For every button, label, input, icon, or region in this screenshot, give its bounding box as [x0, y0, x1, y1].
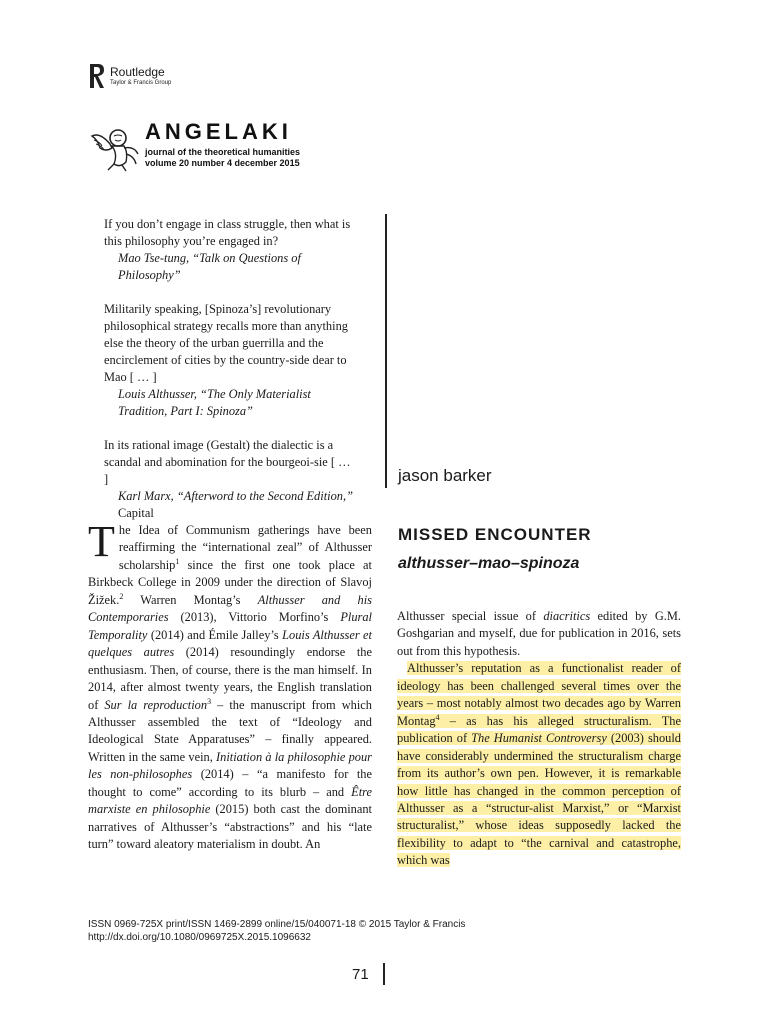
epigraph [104, 437, 356, 522]
book-title: Plural Temporality [88, 610, 372, 642]
drop-cap: T [88, 517, 115, 566]
author-name: jason barker [398, 466, 492, 485]
footnote-ref[interactable]: 4 [435, 712, 440, 722]
body-text: Warren Montag’s [123, 592, 258, 607]
epigraph-source-book: Capital [118, 506, 154, 520]
publisher-group: Taylor & Francis Group [110, 80, 172, 86]
book-title: Louis Althusser et quelques autres [88, 627, 372, 660]
body-text: edited by G.M. Goshgarian and myself, due for publication in 2016, sets out from this hypothesis. [397, 609, 681, 658]
body-text: (2003) should have considerably undermined the structuralism charge from its author’s own pen. However, it is remarkable how little has changed in the common perception of Althusser as a “structur-alist Marxist,” or “Marxist structuralist,” whose ideas supposedly lacked the flexibility to adapt to “the carnival and catastrophe, which was [397, 731, 681, 868]
publisher-name: Routledge [110, 65, 165, 79]
epigraph-source: Louis Althusser, “The Only Materialist Tradition, Part I: Spinoza” [118, 387, 311, 418]
journal-subtitle: journal of the theoretical humanities [145, 147, 301, 157]
highlighted-text[interactable] [397, 661, 681, 867]
publisher-logo [88, 63, 208, 89]
epigraph-source: Mao Tse-tung, “Talk on Questions of Philosophy” [118, 251, 301, 282]
angel-emblem-icon [88, 118, 144, 174]
highlighted-paragraph [397, 660, 681, 869]
body-text: since the first one took place at Birkbeck College in 2009 under the direction of Slavoj Žižek. [88, 557, 372, 607]
body-text: (2015) both cast the dominant narratives of Althusser’s “abstractions” and his “late turn” toward aleatory materialism in doubt. An [88, 802, 372, 852]
body-text: Althusser special issue of [397, 609, 544, 623]
epigraph-source [104, 488, 356, 522]
paragraph [397, 608, 681, 660]
body-text: Althusser’s reputation as a functionalist reader of ideology has been challenged several times over the years – most notably almost two decades ago by Warren Montag [397, 661, 681, 728]
body-text: (2014) – “a manifesto for the thought to come” according to its blurb – and [88, 767, 372, 799]
footer-issn [88, 918, 465, 944]
journal-name: diacritics [543, 609, 591, 623]
body-text: – the manuscript from which Althusser assembled the text of “Ideology and Ideological State Apparatuses” – finally appeared. Written in the same vein, [88, 697, 372, 764]
book-title: Initiation à la philosophie pour les non-philosophes [88, 749, 372, 782]
book-title: Sur la reproduction [104, 697, 208, 712]
column-divider [385, 214, 387, 488]
journal-issue: volume 20 number 4 december 2015 [145, 158, 300, 168]
page-number: 71 [352, 966, 369, 983]
journal-masthead [88, 118, 388, 178]
book-title: The Humanist Controversy [471, 731, 607, 746]
issn-text: ISSN 0969-725X print/ISSN 1469-2899 online/15/040071-18 © 2015 Taylor & Francis [88, 919, 466, 930]
article-title: MISSED ENCOUNTER [398, 525, 592, 544]
epigraphs [104, 216, 356, 539]
body-text: – as has his alleged structuralism. The publication of [397, 713, 681, 746]
epigraph-source-text: Karl Marx, “Afterword to the Second Edition,” [118, 489, 353, 503]
footnote-ref[interactable]: 3 [207, 696, 212, 706]
epigraph [104, 216, 356, 284]
footnote-ref[interactable]: 2 [119, 591, 124, 601]
routledge-logo-icon [88, 63, 106, 89]
body-text: (2013), Vittorio Morfino’s [168, 610, 341, 625]
doi-link[interactable]: http://dx.doi.org/10.1080/0969725X.2015.1096632 [88, 932, 311, 943]
body-text: (2014) resoundingly endorse the enthusiasm. Then, of course, there is the man himself. In 2014, after almost twenty years, the English translation of [88, 645, 372, 712]
epigraph-quote: In its rational image (Gestalt) the dialectic is a scandal and abomination for the bourgeoi-sie [ … ] [104, 438, 351, 486]
body-right-column [397, 608, 681, 870]
page-number-rule [383, 963, 385, 985]
book-title: Être marxiste en philosophie [88, 784, 372, 817]
footnote-ref[interactable]: 1 [175, 556, 180, 566]
body-left-column [88, 517, 372, 854]
epigraph-quote: If you don’t engage in class struggle, then what is this philosophy you’re engaged in? [104, 217, 351, 248]
book-title: Althusser and his Contemporaries [88, 592, 372, 625]
epigraph [104, 301, 356, 420]
epigraph-quote: Militarily speaking, [Spinoza’s] revolutionary philosophical strategy recalls more than anything else the theory of the urban guerrilla and the encirclement of cities by the country-side dear to Mao [ … ] [104, 302, 348, 384]
article-subtitle: althusser–mao–spinoza [398, 555, 580, 572]
body-text: he Idea of Communism gatherings have been reaffirming the “international zeal” of Althusser scholarship [118, 523, 372, 572]
journal-title: ANGELAKI [145, 119, 292, 144]
body-text: (2014) and Émile Jalley’s [147, 627, 283, 642]
